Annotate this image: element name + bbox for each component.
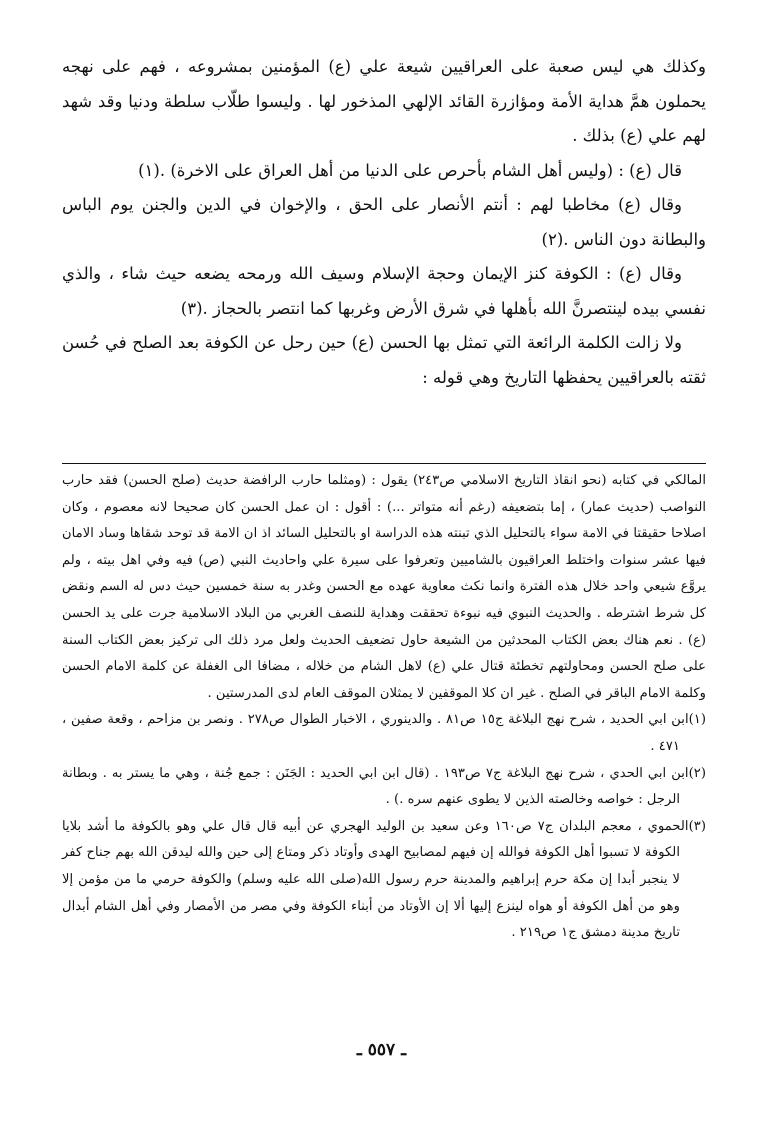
footnote-separator: [62, 463, 706, 464]
page-number: ـ ٥٥٧ ـ: [356, 1040, 407, 1060]
main-paragraph: وكذلك هي ليس صعبة على العراقيين شيعة علي (ع) المؤمنين بمشروعه ، فهم على نهجه يحملون همَّ هداية الأمة ومؤازرة القائد الإلهي المذخور لها . وليسوا طلّاب سلطة ودنيا وقد شهد لهم علي (ع) بذلك .: [62, 57, 706, 145]
footnotes: [62, 468, 706, 947]
main-paragraph: ولا زالت الكلمة الرائعة التي تمثل بها الحسن (ع) حين رحل عن الكوفة بعد الصلح في حُسن ثقته بالعراقيين يحفظها التاريخ وهي قوله :: [62, 333, 706, 387]
main-paragraph: وقال (ع) مخاطبا لهم : أنتم الأنصار على الحق ، والإخوان في الدين والجنن يوم الباس والبطانة دون الناس .(٢): [62, 195, 706, 249]
footnote-continuation: المالكي في كتابه (نحو انقاذ التاريخ الاسلامي ص٢٤٣) يقول : (ومثلما حارب الرافضة حديث (صلح الحسن) فقد حارب النواصب (حديث عمار) ، إما بتضعيفه (رغم أنه متواتر ...) : أقول : ان عمل الحسن كان صحيحا لانه معصوم ، وكان اصلاحا حقيقتا في الامة سواء بالتحليل الذي تبنته هذه الدراسة او بالتحليل السائد اذ ان الامة قد توحد شقاها وساد الامان فيها عشر سنوات واختلط العراقيون بالشاميين وتعرفوا على سيرة علي واحاديث النبي (ص) فيه وفي اهل بيته ، ولم يروَّع شيعي واحد خلال هذه الفترة وانما نكث معاوية عهده مع الحسن وغدر به سنة خمسين حيث دس له السم ونقض كل شرط اشترطه . والحديث النبوي فيه نبوءة تحققت وهداية للنصف الغربي من البلاد الاسلامية جرت على يد الحسن (ع) . نعم هناك بعض الكتاب المحدثين من الشيعة حاول تضعيف الحديث ولعل مرد ذلك الى تركيز بعض الكتاب السنة على صلح الحسن ومحاولتهم تخطئة قتال علي (ع) لاهل الشام من خلاله ، مضافا الى الغفلة عن كلمة الامام الحسن وكلمة الامام الباقر في الصلح . غير ان كلا الموقفين لا يمثلان الموقف العام لدى المدرستين .: [62, 473, 706, 701]
main-text: [62, 50, 706, 395]
footnote-2: (٢)ابن ابي الحدي ، شرح نهج البلاغة ج٧ ص١٩٣ . (قال ابن ابي الحديد : الجَنَن : جمع جُنة ، وهي ما يستر به . وبطانة الرجل : خواصه وخالصته الذين لا يطوى عنهم سره .) .: [62, 765, 706, 808]
footnote-1: (١)ابن ابي الحديد ، شرح نهج البلاغة ج١٥ ص٨١ . والدينوري ، الاخبار الطوال ص٢٧٨ . ونصر بن مزاحم ، وقعة صفين ، ٤٧١ .: [62, 712, 707, 754]
main-paragraph: قال (ع) : (وليس أهل الشام بأحرص على الدنيا من أهل العراق على الاخرة) .(١): [138, 160, 682, 180]
footnote-3: (٣)الحموي ، معجم البلدان ج٧ ص١٦٠ وعن سعيد بن الوليد الهجري عن أبيه قال قال علي وهو بالكوفة ما أشد بلايا الكوفة لا تسبوا أهل الكوفة فوالله إن فيهم لمصابيح الهدى وأوتاد ذكر ومتاع إلى حين والله ليدقن الله بهم جناح كفر لا ينجبر أبدا إن مكة حرم إبراهيم والمدينة حرم رسول الله(صلى الله عليه وسلم) والكوفة حرمي ما من مؤمن إلا وهو من أهل الكوفة أو هواه لينزع إليها ألا إن الأوتاد من أبناء الكوفة وفي مصر من الأمصار وفي أهل الشام أبدال تاريخ مدينة دمشق ج١ ص٢١٩ .: [62, 818, 706, 941]
main-paragraph: وقال (ع) : الكوفة كنز الإيمان وحجة الإسلام وسيف الله ورمحه يضعه حيث شاء ، والذي نفسي بيده لينتصرنَّ الله بأهلها في شرق الأرض وغربها كما انتصر بالحجاز .(٣): [62, 264, 706, 318]
